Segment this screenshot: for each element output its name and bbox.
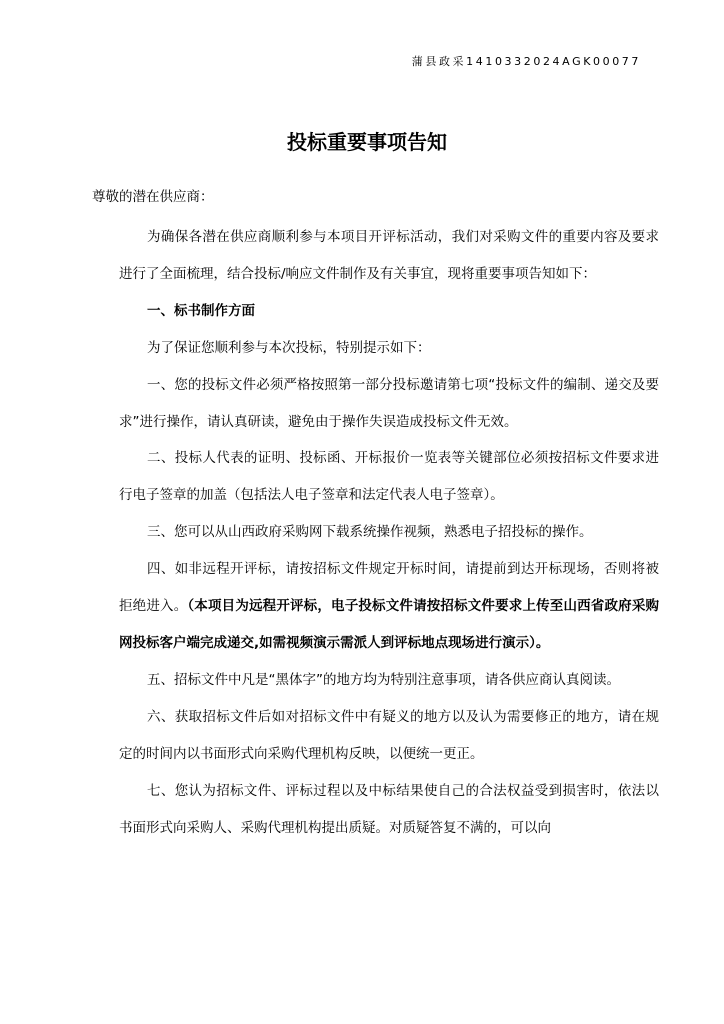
item-3: 三、您可以从山西政府采购网下载系统操作视频，熟悉电子招投标的操作。 [147, 524, 593, 541]
salutation: 尊敬的潜在供应商： [92, 189, 214, 205]
item-7: 七、您认为招标文件、评标过程以及中标结果使自己的合法权益受到损害时，依法以书面形式向采购人、采购代理机构提出质疑。对质疑答复不满的，可以向 [119, 782, 659, 836]
item-4-emphasis: （本项目为远程开评标，电子投标文件请按招标文件要求上传至山西省政府采购网投标客户端完成递交,如需视频演示需派人到评标地点现场进行演示）。 [119, 598, 660, 651]
item-5: 五、招标文件中凡是“黑体字”的地方均为特别注意事项，请各供应商认真阅读。 [147, 671, 620, 688]
item-4 [119, 551, 659, 662]
reminder-paragraph: 为了保证您顺利参与本次投标，特别提示如下： [147, 339, 431, 356]
item-2: 二、投标人代表的证明、投标函、开标报价一览表等关键部位必须按招标文件要求进行电子签章的加盖（包括法人电子签章和法定代表人电子签章）。 [119, 450, 659, 504]
document-title: 投标重要事项告知 [287, 130, 447, 154]
item-6: 六、获取招标文件后如对招标文件中有疑义的地方以及认为需要修正的地方，请在规定的时间内以书面形式向采购代理机构反映，以便统一更正。 [119, 708, 659, 762]
intro-paragraph: 为确保各潜在供应商顺利参与本项目开评标活动，我们对采购文件的重要内容及要求进行了全面梳理，结合投标/响应文件制作及有关事宜，现将重要事项告知如下： [119, 229, 659, 282]
procurement-code: 蒲县政采1410332024AGK00077 [411, 55, 641, 68]
section-heading: 一、标书制作方面 [147, 302, 255, 319]
notice-body [119, 219, 659, 846]
item-1: 一、您的投标文件必须严格按照第一部分投标邀请第七项“投标文件的编制、递交及要求”进行操作，请认真研读，避免由于操作失误造成投标文件无效。 [119, 376, 659, 430]
item-4-text: 四、如非远程开评标，请按招标文件规定开标时间，请提前到达开标现场，否则将被拒绝进入。 [119, 561, 659, 615]
